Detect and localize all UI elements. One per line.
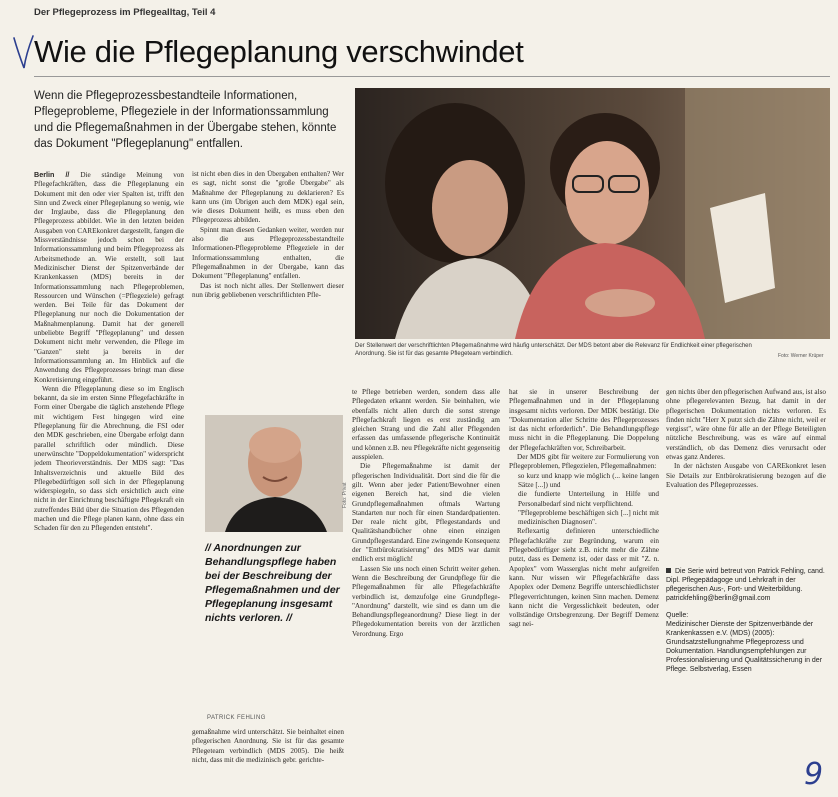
column-paragraph: Wenn die Pflegeplanung diese so im Englisch bekannt, da sie im ersten Sinne Pflegefachkräfte in Form einer Übergabe die täglich anstehende Pflege mit wichtigem Fest hingegen wird eine Pflegeplanung für die Abrechnung, die FSI oder den MDK geschrieben, eine Übergabe erfolgt dann parallel schriftlich oder mündlich. Diese unerwünschte "Doppeldokumentation" widerspricht jedem Theorieverständnis. Der MDS sagt: "Das Inhaltsverzeichnis und aktuelle Bild des Pflegebedürftigen soll sich in der Pflegeplanung widerspiegeln, so dass sich ersichtlich auch eine nicht in der Einrichtung beschäftigte Pflegekraft ein zutreffendes Bild über die Situation des Pflegenden machen und die Pflege planen kann, ohne dass ein Schaden für den zu Pflegenden entsteht".: [34, 384, 184, 533]
column-paragraph: Lassen Sie uns noch einen Schritt weiter gehen. Wenn die Beschreibung der Grundpflege für die Pflegemaßnahmen für alle Pflegefachkräfte verbindlich ist, demzufolge eine Grundpflege-"Anordnung" darstellt, wie sind es dann um die Behandlungspflegeanordnung? Diese liegt in der Pflegedokumentation bereits von der ärztlichen Verordnung. Ergo: [352, 564, 500, 638]
text-column-2-top: [192, 170, 344, 384]
pull-quote-author: PATRICK FEHLING: [207, 715, 266, 721]
column-paragraph: In der nächsten Ausgabe von CAREkonkret lesen Sie Details zur Entbürokratisierung bezogen auf die Evaluation des Pflegeprozesses.: [666, 462, 826, 489]
column-paragraph: Spinnt man diesen Gedanken weiter, werden nur also die aus Pflegeprozessbestandteile Informationen-Pflegeprobleme Pflegeziele in der Informationssammlung enthalten, die Pflegemaßnahmen in der Übergabe, kann das Dokument "Pflegeplanung" entfallen.: [192, 225, 344, 281]
column-paragraph: ist nicht eben dies in den Übergaben enthalten? Wer es sagt, nicht sonst die "große Übergabe" als Maßnahme der Pflegeplanung zu deklarieren? Es kann uns (im Übrigen auch dem MDK) egal sein, wie dieses Dokument heißt, es muss eben den Pflegeprozess abbilden.: [192, 170, 344, 225]
column-paragraph: gen nichts über den pflegerischen Aufwand aus, ist also ohne pflegerelevanten Bezug, hat damit in der pflegerischen Dokumentation nichts verloren. Es finden nicht "Herr X putzt sich die Zähne nicht, weil er vergisst", wäre ohne für alle an der Pflege Beteiligten nützliche Beschreibung, was es wäre auf einmal verständlich, ob das Demenz dies verursacht oder etwas ganz Anderes.: [666, 388, 826, 462]
article-headline: Wie die Pflegeplanung verschwindet: [34, 34, 524, 69]
column-paragraph: gemaßnahme wird unterschätzt. Sie beinhaltet einen pflegerischen Anordnung. Sie ist für das gesamte Pflegeteam verbindlich (MDS 2005). Die heißt nicht, dass mit die medizinisch gebr. gerichte-: [192, 728, 344, 764]
list-item: • "Pflegeprobleme beschäftigen sich [...] nicht mit medizinischen Diagnosen".: [518, 509, 659, 528]
article-photo-nurses: [355, 88, 830, 339]
column-paragraph: Reflexartig definieren unterschiedliche Pflegefachkräfte zur Begründung, warum ein Pflegebedürftiger sieht z.B. nicht mehr die Zähne putzt, dass es Demenz ist, oder dass er mit "Z. n. Apoplex" vom Wasserglas nicht mehr aufgreifen kann. Nur wissen wir Pflegefachkräfte dass Apoplex oder Demenz Begriffe unterschiedlichster Pflegeverrichtungen, keinen Sinn machen. Demenz kann nicht die Vergesslichkeit bedeuten, oder vollständige Ortsbegrenzung. Der Begriff Demenz sagt nei-: [509, 527, 659, 629]
svg-text:9: 9: [804, 757, 824, 792]
handwritten-check-mark: [12, 34, 34, 72]
text-column-1: [34, 170, 184, 792]
list-item: • die fundierte Unterteilung in Hilfe und Personalbedarf sind nicht verpflichtend.: [518, 490, 659, 509]
source-text: Medizinischer Dienste der Spitzenverbände der Krankenkassen e.V. (MDS) (2005): Grundsatzstellungnahme Pflegeprozess und Dokumentation. Handlungsempfehlungen zur Professionalisierung und Qualitätssicherung in der Pflege. Selbstverlag, Essen: [666, 621, 823, 673]
author-info-box: [666, 567, 826, 674]
column-paragraph: Der MDS gibt für weitere zur Formulierung von Pflegeproblemen, Pflegezielen, Pflegemaßnahmen:: [509, 453, 659, 471]
photo-caption: Der Stellenwert der verschriftlichten Pflegemaßnahme wird häufig unterschätzt. Der MDS betont aber die Relevanz für Endlichkeit einer pflegerischen Anordnung. Sie ist für das gesamte Pflegeteam verbindlich.: [355, 343, 752, 357]
text-column-5: [666, 388, 826, 558]
headline-divider: [34, 76, 830, 77]
portrait-credit: Foto: Privat: [342, 482, 348, 508]
series-kicker: Der Pflegeprozess im Pflegealltag, Teil 4: [34, 7, 216, 18]
dateline: Berlin //: [34, 170, 70, 179]
column-paragraph: hat sie in unserer Beschreibung der Pflegemaßnahmen und in der Pflegeplanung insgesamt nichts verloren. Der MDK bestätigt. Die "Dokumentation aller Schritte des Pflegeprozesses ist das nicht erforderlich". Die Behandlungspflege muss nicht in die Pflegeplanung. Die Doppelung der Pflegefachkräften vor, Schreibarbeit.: [509, 388, 659, 452]
pull-quote: // Anordnungen zur Behandlungspflege haben bei der Beschreibung der Pflegemaßnahmen und der Pflegeplanung insgesamt nichts verloren. //: [205, 542, 340, 624]
author-portrait: [205, 415, 343, 532]
column-paragraph: Die Pflegemaßnahme ist damit der pflegerischen Individualität. Dort sind die für die gilt. Wenn aber jeder Patient/Bewohner einen eigenen Bereich hat, sind die vielen Grundpflegemaßnahmen oftmals Wartung Standarten nur noch für einen Standardpatienten. Der reale nicht gibt, Pflegestandards und Qualitätshandbücher ohne einen einzigen Grundpflegestandard. Eine zwingende Konsequenz der "Entbürokratisierung" des MDS war damit endlich erst möglich!: [352, 462, 500, 564]
article-lead: Wenn die Pflegeprozessbestandteile Informationen, Pflegeprobleme, Pflegeziele in der Informationssammlung und die Pflegemaßnahmen in der Übergabe stehen, könnte das Dokument "Pflegeplanung" entfallen.: [34, 90, 337, 150]
handwritten-page-number: [800, 752, 830, 792]
column-paragraph: te Pflege betrieben werden, sondern dass alle Pflegedaten erkannt werden. Sie beinhalten, wie ebenfalls nicht allen durch die sonst strenge Pflegefachkraft liegen es erst zuständig am gleichen Strang und die Zahl aller Pflegenden erfassen das umfassende pflegerische Kontinuität und können z.B. neu Pflegekräfte nicht gegenseitig ausspielen.: [352, 388, 500, 462]
column-paragraph: Berlin // Die ständige Meinung von Pflegefachkräften, dass die Pflegeplanung ein Dokument mit den oder vier Spalten ist, trifft den Sinn und Zweck einer Pflegeplanung so wenig, wie der Irrglaube, dass die Pflegeplanung den Pflegeprozess abbildet. Wie in den letzten beiden Ausgaben von CAREkonkret dargestellt, fangen die Missverständnisse jedoch schon bei der Informationssammlung und beim Pflegeprozess als Arbeitsmethode an. Wie erstellt, soll laut Medizinischer Dienst der Spitzenverbände der Krankenkassen (MDS) bereits in der Informationssammlung nach Pflegeproblemen, Ressourcen und Wünschen (=Pflegeziele) gefragt werden. Bei Teile für das Dokument der Pflegeplanung nur noch die Dokumentation der Maßnahmenplanung. Damit hat der generell unbeliebte Begriff "Pflegeplanung" und dessen Dokument nicht mehr verwenden, die Pflege im "Ganzen" steht ja bereits in der Informationssammlung an. Im Hinblick auf die Anwendung des Pflegeprozesses bringt man diese Konkretisierung eingeführt.: [34, 170, 184, 384]
text-column-3: [352, 388, 500, 792]
source-label: Quelle:: [666, 612, 689, 619]
list-item: • so kurz und knapp wie möglich (... keine langen Sätze [...]) und: [518, 472, 659, 491]
author-info: Die Serie wird betreut von Patrick Fehling, cand. Dipl. Pflegepädagoge und Lehrkraft in der pflegerischen Aus-, Fort- und Weiterbildung. patrickfehling@berlin@gmail.com: [666, 568, 825, 602]
column-paragraph: Das ist noch nicht alles. Der Stellenwert dieser nun übrig gebliebenen verschriftlichten Pfle-: [192, 281, 344, 299]
square-bullet-icon: [666, 568, 671, 573]
photo-credit: Foto: Werner Krüper: [778, 353, 824, 359]
recommendation-list: [509, 472, 659, 528]
text-column-2-bottom: [192, 728, 344, 792]
text-column-4: [509, 388, 659, 792]
